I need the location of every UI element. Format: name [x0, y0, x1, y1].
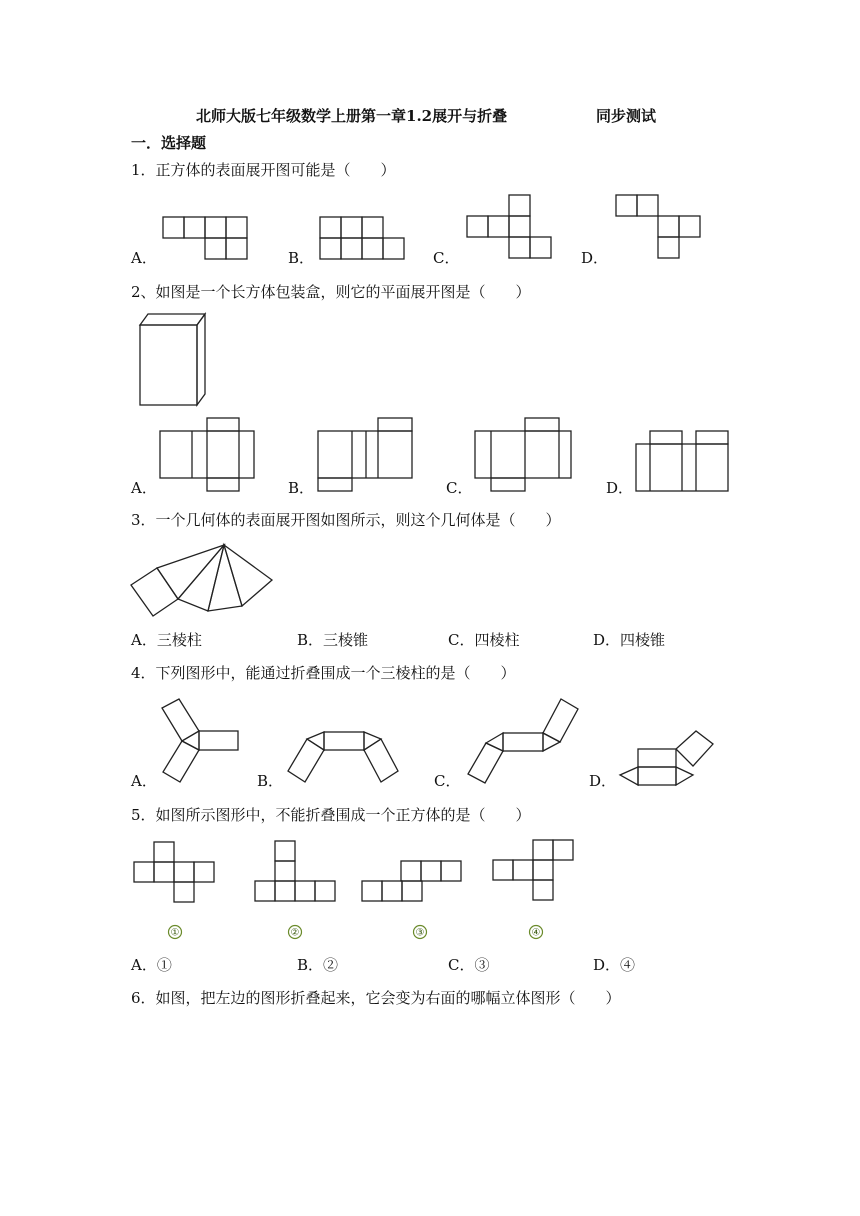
- q5-figure-label-2: [287, 924, 303, 940]
- q3-option-d: D．四棱锥: [593, 631, 666, 649]
- q5-option-d: D．④: [593, 956, 636, 974]
- page-title-suffix: 同步测试: [596, 107, 657, 125]
- question-1-text: 1．正方体的表面展开图可能是（ ）: [131, 161, 396, 179]
- svg-text:②: ②: [290, 927, 300, 939]
- q5-option-a: A．①: [131, 956, 172, 974]
- svg-text:③: ③: [415, 927, 425, 939]
- section-heading: 一．选择题: [131, 134, 207, 152]
- q1-option-d: D．: [581, 249, 609, 267]
- q2-option-d: D．: [606, 479, 634, 497]
- q5-option-b: B．②: [297, 956, 339, 974]
- q5-figure-label-3: [412, 924, 428, 940]
- q1-option-b: B．: [288, 249, 315, 267]
- q4-option-b: B．: [257, 772, 284, 790]
- q5-option-c: C．③: [448, 956, 490, 974]
- q5-figure-label-4: [528, 924, 544, 940]
- question-2-text: 2、如图是一个长方体包装盒，则它的平面展开图是（ ）: [131, 283, 531, 301]
- question-3-text: 3．一个几何体的表面展开图如图所示，则这个几何体是（ ）: [131, 511, 561, 529]
- svg-text:①: ①: [170, 927, 180, 939]
- q4-option-c: C．: [434, 772, 461, 790]
- svg-text:④: ④: [531, 927, 541, 939]
- q1-option-a: A．: [131, 249, 157, 267]
- q3-option-b: B．三棱锥: [297, 631, 369, 649]
- q3-option-a: A．三棱柱: [131, 631, 202, 649]
- q2-option-b: B．: [288, 479, 315, 497]
- q3-option-c: C．四棱柱: [448, 631, 520, 649]
- q2-option-a: A．: [131, 479, 157, 497]
- q2-option-c: C．: [446, 479, 473, 497]
- question-5-text: 5．如图所示图形中，不能折叠围成一个正方体的是（ ）: [131, 806, 531, 824]
- question-4-text: 4．下列图形中，能通过折叠围成一个三棱柱的是（ ）: [131, 664, 516, 682]
- q4-option-d: D．: [589, 772, 617, 790]
- q4-option-a: A．: [131, 772, 157, 790]
- question-6-text: 6．如图，把左边的图形折叠起来，它会变为右面的哪幅立体图形（ ）: [131, 989, 621, 1007]
- q1-option-c: C．: [433, 249, 460, 267]
- page-title: 北师大版七年级数学上册第一章1.2展开与折叠: [196, 107, 508, 125]
- q5-figure-label-1: [167, 924, 183, 940]
